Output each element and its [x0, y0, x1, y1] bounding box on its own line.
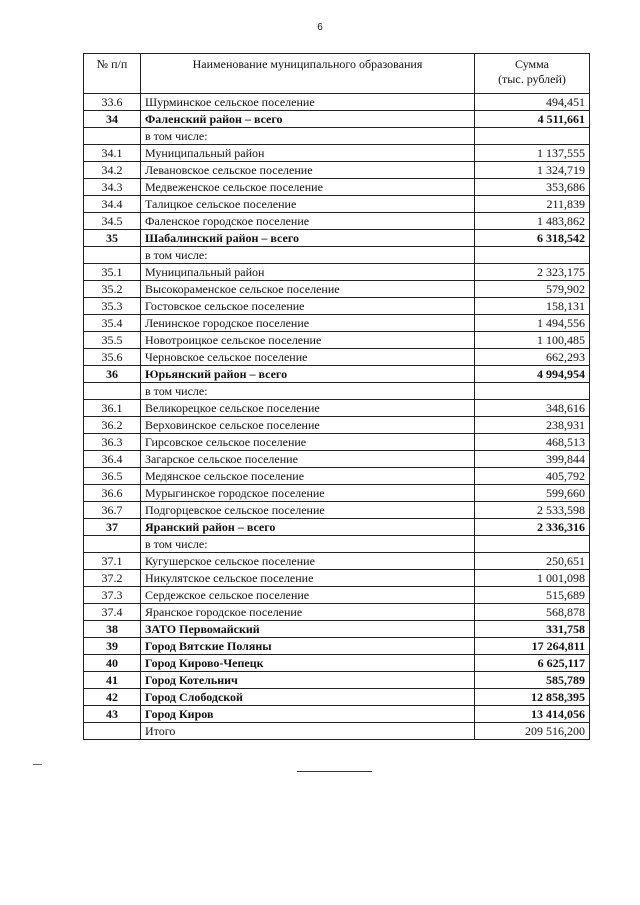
cell-num: 36: [84, 366, 141, 383]
cell-num: [84, 536, 141, 553]
cell-sum: 331,758: [475, 621, 590, 638]
cell-name: в том числе:: [141, 128, 475, 145]
cell-num: 36.7: [84, 502, 141, 519]
table-row: [84, 349, 590, 366]
cell-sum: 2 323,175: [475, 264, 590, 281]
cell-name: Подгорцевское сельское поселение: [141, 502, 475, 519]
cell-num: [84, 128, 141, 145]
table-row: [84, 468, 590, 485]
cell-name: в том числе:: [141, 536, 475, 553]
cell-sum: 1 324,719: [475, 162, 590, 179]
table-row: [84, 621, 590, 638]
cell-num: 36.2: [84, 417, 141, 434]
cell-num: 37.2: [84, 570, 141, 587]
cell-name: в том числе:: [141, 247, 475, 264]
cell-sum: 585,789: [475, 672, 590, 689]
cell-name: Левановское сельское поселение: [141, 162, 475, 179]
table-row: [84, 400, 590, 417]
cell-name: Гостовское сельское поселение: [141, 298, 475, 315]
cell-sum: 468,513: [475, 434, 590, 451]
cell-num: 37.4: [84, 604, 141, 621]
cell-num: 36.6: [84, 485, 141, 502]
cell-num: 34.4: [84, 196, 141, 213]
cell-num: [84, 723, 141, 740]
table-row: [84, 536, 590, 553]
cell-sum: 4 511,661: [475, 111, 590, 128]
cell-sum: [475, 383, 590, 400]
cell-num: 35.5: [84, 332, 141, 349]
table-row: [84, 264, 590, 281]
cell-sum: 399,844: [475, 451, 590, 468]
cell-num: 34.2: [84, 162, 141, 179]
table-row: [84, 179, 590, 196]
cell-sum: 2 533,598: [475, 502, 590, 519]
cell-num: 36.4: [84, 451, 141, 468]
cell-name: Юрьянский район – всего: [141, 366, 475, 383]
header-num: № п/п: [84, 54, 141, 94]
cell-sum: 599,660: [475, 485, 590, 502]
cell-num: 36.1: [84, 400, 141, 417]
cell-sum: 494,451: [475, 94, 590, 111]
cell-name: Город Слободской: [141, 689, 475, 706]
table-row: [84, 689, 590, 706]
cell-num: 34.1: [84, 145, 141, 162]
header-sum: [475, 54, 590, 94]
cell-name: Город Кирово-Чепецк: [141, 655, 475, 672]
cell-name: Муниципальный район: [141, 145, 475, 162]
cell-sum: 1 483,862: [475, 213, 590, 230]
table-row: [84, 434, 590, 451]
table-row: [84, 485, 590, 502]
cell-sum: [475, 247, 590, 264]
cell-num: 34: [84, 111, 141, 128]
table-row: [84, 128, 590, 145]
cell-name: Кугушерское сельское поселение: [141, 553, 475, 570]
cell-name: Никулятское сельское поселение: [141, 570, 475, 587]
cell-name: Загарское сельское поселение: [141, 451, 475, 468]
table-row: [84, 706, 590, 723]
bottom-rule: [297, 771, 372, 772]
cell-sum: 348,616: [475, 400, 590, 417]
cell-name: Сердежское сельское поселение: [141, 587, 475, 604]
table-row: [84, 451, 590, 468]
cell-num: 41: [84, 672, 141, 689]
cell-num: 35.4: [84, 315, 141, 332]
table-row: [84, 502, 590, 519]
cell-name: Гирсовское сельское поселение: [141, 434, 475, 451]
table-row: [84, 604, 590, 621]
table-row: [84, 383, 590, 400]
table-row: [84, 672, 590, 689]
table-body: [84, 94, 590, 740]
cell-name: Город Котельнич: [141, 672, 475, 689]
cell-sum: 1 100,485: [475, 332, 590, 349]
cell-num: 38: [84, 621, 141, 638]
cell-name: Яранский район – всего: [141, 519, 475, 536]
cell-name: Талицкое сельское поселение: [141, 196, 475, 213]
cell-num: 35: [84, 230, 141, 247]
table-row: [84, 247, 590, 264]
cell-sum: 158,131: [475, 298, 590, 315]
cell-sum: 2 336,316: [475, 519, 590, 536]
table-row: [84, 587, 590, 604]
cell-sum: 515,689: [475, 587, 590, 604]
cell-name: Ленинское городское поселение: [141, 315, 475, 332]
cell-num: [84, 383, 141, 400]
cell-name: Муниципальный район: [141, 264, 475, 281]
cell-name: Шурминское сельское поселение: [141, 94, 475, 111]
table-row: [84, 655, 590, 672]
cell-name: Город Вятские Поляны: [141, 638, 475, 655]
cell-sum: 1 494,556: [475, 315, 590, 332]
cell-num: 33.6: [84, 94, 141, 111]
header-name: Наименование муниципального образования: [141, 54, 475, 94]
cell-sum: 211,839: [475, 196, 590, 213]
table-row: [84, 553, 590, 570]
table-row: [84, 366, 590, 383]
table-row: [84, 230, 590, 247]
table-row: [84, 281, 590, 298]
cell-name: Медвеженское сельское поселение: [141, 179, 475, 196]
cell-name: в том числе:: [141, 383, 475, 400]
table-row: [84, 213, 590, 230]
header-sum-line2: (тыс. рублей): [498, 72, 566, 86]
cell-name: ЗАТО Первомайский: [141, 621, 475, 638]
cell-num: 35.3: [84, 298, 141, 315]
table-row: [84, 723, 590, 740]
cell-name: Великорецкое сельское поселение: [141, 400, 475, 417]
cell-sum: [475, 128, 590, 145]
cell-sum: 1 001,098: [475, 570, 590, 587]
cell-num: 37: [84, 519, 141, 536]
cell-sum: 4 994,954: [475, 366, 590, 383]
cell-num: 35.1: [84, 264, 141, 281]
cell-name: Черновское сельское поселение: [141, 349, 475, 366]
cell-sum: 579,902: [475, 281, 590, 298]
cell-name: Новотроицкое сельское поселение: [141, 332, 475, 349]
cell-name: Город Киров: [141, 706, 475, 723]
cell-num: 37.3: [84, 587, 141, 604]
cell-num: 34.3: [84, 179, 141, 196]
cell-num: 43: [84, 706, 141, 723]
cell-sum: 6 318,542: [475, 230, 590, 247]
cell-sum: 662,293: [475, 349, 590, 366]
cell-sum: 12 858,395: [475, 689, 590, 706]
table-row: [84, 145, 590, 162]
cell-name: Фаленское городское поселение: [141, 213, 475, 230]
cell-sum: 353,686: [475, 179, 590, 196]
cell-sum: 13 414,056: [475, 706, 590, 723]
table-row: [84, 162, 590, 179]
cell-num: 34.5: [84, 213, 141, 230]
cell-num: 35.6: [84, 349, 141, 366]
cell-num: 39: [84, 638, 141, 655]
table-header: [84, 54, 590, 94]
table-row: [84, 315, 590, 332]
page-number: 6: [317, 22, 323, 33]
cell-sum: 6 625,117: [475, 655, 590, 672]
header-sum-line1: Сумма: [515, 57, 549, 71]
cell-sum: 1 137,555: [475, 145, 590, 162]
cell-num: 36.5: [84, 468, 141, 485]
table-row: [84, 570, 590, 587]
cell-num: 35.2: [84, 281, 141, 298]
cell-name: Яранское городское поселение: [141, 604, 475, 621]
table-row: [84, 519, 590, 536]
margin-mark: [33, 764, 42, 765]
cell-name: Высокораменское сельское поселение: [141, 281, 475, 298]
table-row: [84, 332, 590, 349]
cell-sum: 250,651: [475, 553, 590, 570]
cell-sum: 238,931: [475, 417, 590, 434]
cell-sum: 17 264,811: [475, 638, 590, 655]
cell-num: 40: [84, 655, 141, 672]
cell-sum: [475, 536, 590, 553]
table-row: [84, 94, 590, 111]
cell-sum: 405,792: [475, 468, 590, 485]
table-row: [84, 298, 590, 315]
table-row: [84, 417, 590, 434]
cell-num: [84, 247, 141, 264]
cell-name: Мурыгинское городское поселение: [141, 485, 475, 502]
cell-name: Фаленский район – всего: [141, 111, 475, 128]
cell-sum: 209 516,200: [475, 723, 590, 740]
cell-name: Шабалинский район – всего: [141, 230, 475, 247]
cell-name: Верховинское сельское поселение: [141, 417, 475, 434]
cell-name: Медянское сельское поселение: [141, 468, 475, 485]
cell-name: Итого: [141, 723, 475, 740]
cell-sum: 568,878: [475, 604, 590, 621]
table-row: [84, 111, 590, 128]
table-row: [84, 196, 590, 213]
table-row: [84, 638, 590, 655]
budget-table: [83, 53, 590, 740]
cell-num: 37.1: [84, 553, 141, 570]
cell-num: 36.3: [84, 434, 141, 451]
cell-num: 42: [84, 689, 141, 706]
